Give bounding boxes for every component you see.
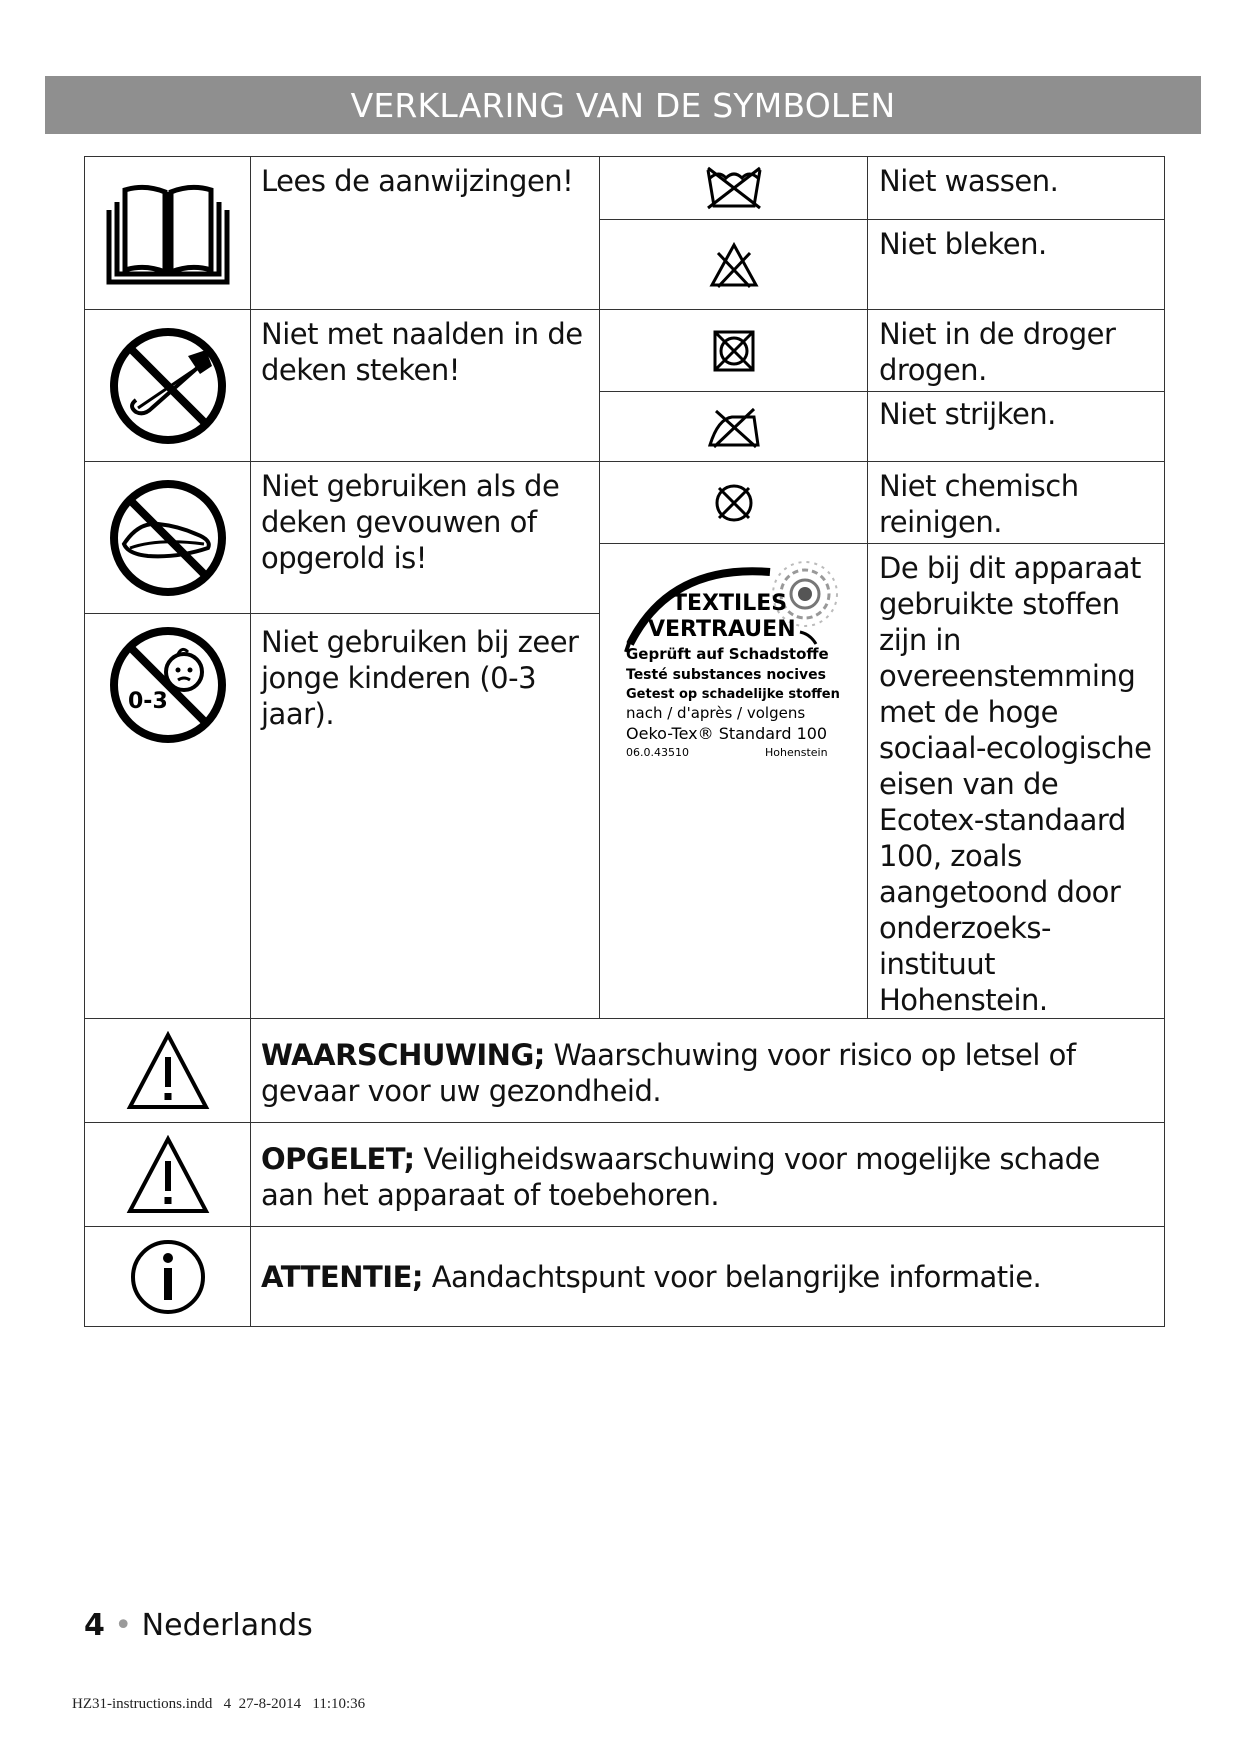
read-instructions-cell bbox=[251, 157, 600, 310]
no-wash-text: Niet wassen. bbox=[879, 164, 1059, 198]
no-children-text: Niet gebruiken bij zeer jonge kinderen (0-3 jaar). bbox=[261, 625, 579, 732]
book-icon bbox=[105, 180, 231, 286]
oeko-line5: Getest op schadelijke stoffen bbox=[626, 687, 840, 702]
warning-triangle-icon bbox=[126, 1031, 210, 1111]
warning-text-cell bbox=[251, 1019, 1165, 1123]
info-text: Aandachtspunt voor belangrijke informatie. bbox=[422, 1259, 1042, 1294]
no-bleach-text: Niet bleken. bbox=[879, 227, 1047, 261]
no-tumble-dry-cell bbox=[600, 310, 868, 392]
no-folded-text: Niet gebruiken als de deken gevouwen of opgerold is! bbox=[261, 469, 560, 575]
no-iron-cell bbox=[600, 392, 868, 462]
warning-label: WAARSCHUWING; bbox=[261, 1038, 545, 1072]
no-wash-text-cell bbox=[868, 157, 1165, 220]
oeko-tex-text-cell bbox=[868, 544, 1165, 1019]
no-iron-text-cell bbox=[868, 392, 1165, 462]
symbols-table bbox=[84, 156, 1165, 1327]
no-wash-cell bbox=[600, 157, 868, 220]
section-title: VERKLARING VAN DE SYMBOLEN bbox=[350, 85, 896, 125]
section-header bbox=[45, 76, 1201, 134]
warning-icon-cell bbox=[85, 1019, 251, 1123]
info-icon-cell bbox=[85, 1227, 251, 1327]
oeko-line2: VERTRAUEN bbox=[648, 617, 796, 642]
oeko-code: 06.0.43510 bbox=[626, 746, 689, 759]
caution-label: OPGELET; bbox=[261, 1142, 415, 1176]
footer-language: Nederlands bbox=[141, 1608, 313, 1643]
oeko-line7: Oeko-Tex® Standard 100 bbox=[626, 724, 828, 743]
no-bleach-icon bbox=[708, 241, 760, 289]
no-dry-clean-text-cell bbox=[868, 462, 1165, 544]
no-dry-clean-cell bbox=[600, 462, 868, 544]
no-tumble-dry-text-cell bbox=[868, 310, 1165, 392]
no-bleach-cell bbox=[600, 220, 868, 310]
no-pins-cell bbox=[85, 310, 251, 462]
info-label: ATTENTIE; bbox=[261, 1259, 423, 1294]
oeko-line6: nach / d'après / volgens bbox=[626, 704, 806, 722]
info-icon bbox=[129, 1238, 207, 1316]
no-folded-icon bbox=[108, 478, 228, 598]
no-pins-text-cell bbox=[251, 310, 600, 462]
no-pins-text: Niet met naalden in de deken steken! bbox=[261, 317, 583, 387]
info-text-cell bbox=[251, 1227, 1165, 1327]
oeko-institute: Hohenstein bbox=[765, 746, 828, 759]
caution-text-cell bbox=[251, 1123, 1165, 1227]
no-iron-icon bbox=[706, 405, 762, 449]
no-children-icon-label: 0-3 bbox=[127, 689, 168, 715]
no-bleach-text-cell bbox=[868, 220, 1165, 310]
print-slug: HZ31-instructions.indd 4 27-8-2014 11:10:36 bbox=[72, 1696, 366, 1712]
page-number: 4 bbox=[84, 1608, 105, 1643]
no-iron-text: Niet strijken. bbox=[879, 397, 1056, 431]
no-folded-cell bbox=[85, 462, 251, 614]
no-wash-icon bbox=[704, 164, 764, 212]
no-dry-clean-icon bbox=[713, 482, 755, 524]
read-instructions-text: Lees de aanwijzingen! bbox=[261, 164, 574, 198]
warning-text: Waarschuwing voor risico op letsel of gevaar voor uw gezondheid. bbox=[261, 1038, 1076, 1108]
oeko-line1: TEXTILES bbox=[672, 591, 788, 616]
book-cell bbox=[85, 157, 251, 310]
no-children-cell bbox=[85, 614, 251, 1019]
caution-icon-cell bbox=[85, 1123, 251, 1227]
no-dry-clean-text: Niet chemisch reinigen. bbox=[879, 469, 1079, 539]
oeko-line3: Geprüft auf Schadstoffe bbox=[626, 645, 829, 663]
no-pins-icon bbox=[108, 326, 228, 446]
caution-triangle-icon bbox=[126, 1135, 210, 1215]
no-tumble-dry-text: Niet in de droger drogen. bbox=[879, 317, 1116, 387]
caution-text: Veiligheidswaarschuwing voor mogelijke schade aan het apparaat of toebehoren. bbox=[261, 1142, 1100, 1212]
oeko-tex-logo bbox=[600, 544, 866, 764]
oeko-line4: Testé substances nocives bbox=[626, 667, 826, 683]
footer-separator: • bbox=[114, 1608, 133, 1643]
oeko-tex-text: De bij dit apparaat gebruikte stoffen zijn in overeenstemming met de hoge sociaal-ecologische eisen van de Ecotex-standaard 100, zoals aangetoond door onderzoeks-instituut Hohenstein. bbox=[879, 551, 1152, 1017]
no-tumble-dry-icon bbox=[712, 329, 756, 373]
page-footer bbox=[84, 1608, 313, 1643]
no-children-text-cell bbox=[251, 614, 600, 1019]
no-folded-text-cell bbox=[251, 462, 600, 614]
no-children-icon bbox=[108, 624, 228, 746]
oeko-tex-logo-cell bbox=[600, 544, 868, 1019]
